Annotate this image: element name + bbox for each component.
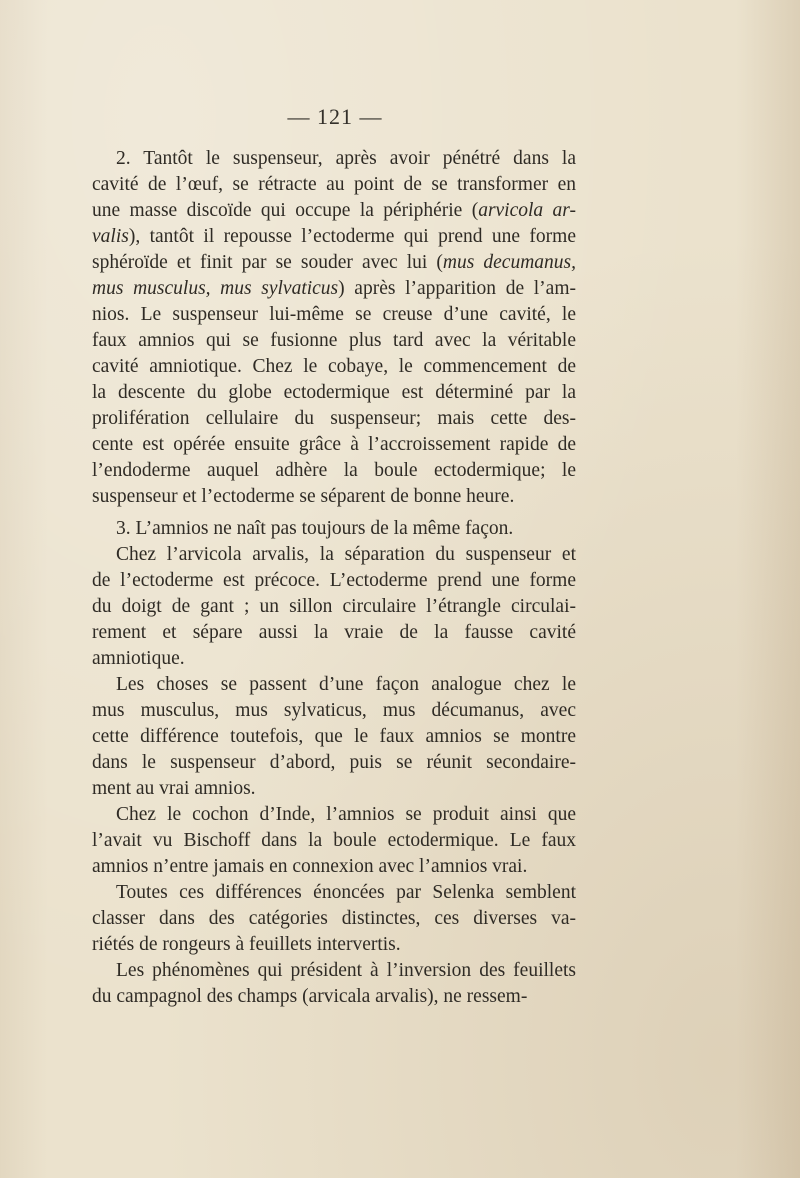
text-line: [92, 516, 576, 542]
text-segment: suspenseur et l’ectoderme se séparent de bonne heure.: [92, 486, 515, 507]
paragraph: [92, 958, 576, 1010]
text-line: [92, 854, 576, 880]
paragraph: [92, 672, 576, 802]
text-segment: rement et sépare aussi la vraie de la fausse cavité: [92, 622, 576, 643]
text-line: [92, 146, 576, 172]
text-line: [92, 276, 576, 302]
text-line: [92, 594, 576, 620]
text-segment: ), tantôt il repousse l’ectoderme qui prend une forme: [128, 226, 576, 247]
text-line: [92, 880, 576, 906]
text-segment: 2. Tantôt le suspenseur, après avoir pénétré dans la: [116, 148, 576, 169]
text-segment: 3. L’amnios ne naît pas toujours de la même façon.: [116, 518, 514, 539]
text-segment: Chez le cochon d’Inde, l’amnios se produit ainsi que: [116, 804, 576, 825]
paragraph: [92, 880, 576, 958]
text-line: [92, 906, 576, 932]
text-line: [92, 646, 576, 672]
text-segment: classer dans des catégories distinctes, ces diverses va-: [92, 908, 576, 929]
text-line: [92, 302, 576, 328]
paragraph: [92, 802, 576, 880]
text-segment: Toutes ces différences énoncées par Selenka semblent: [116, 882, 576, 903]
text-segment: l’endoderme auquel adhère la boule ectodermique; le: [92, 460, 576, 481]
text-line: [92, 672, 576, 698]
italic-text: arvicola ar-: [478, 200, 576, 221]
text-line: [92, 698, 576, 724]
text-line: [92, 750, 576, 776]
body-text: [92, 146, 576, 1010]
text-segment: dans le suspenseur d’abord, puis se réunit secondaire-: [92, 752, 576, 773]
paragraph: [92, 516, 576, 542]
text-segment: riétés de rongeurs à feuillets intervertis.: [92, 934, 401, 955]
text-segment: du campagnol des champs (arvicala arvalis), ne ressem-: [92, 986, 528, 1007]
text-segment: de l’ectoderme est précoce. L’ectoderme prend une forme: [92, 570, 576, 591]
text-line: [92, 406, 576, 432]
text-line: [92, 724, 576, 750]
text-line: [92, 958, 576, 984]
text-segment: cette différence toutefois, que le faux amnios se montre: [92, 726, 576, 747]
text-segment: la descente du globe ectodermique est déterminé par la: [92, 382, 576, 403]
text-segment: cente est opérée ensuite grâce à l’accroissement rapide de: [92, 434, 576, 455]
text-line: [92, 484, 576, 510]
text-line: [92, 224, 576, 250]
page-number: — 121 —: [287, 104, 383, 129]
italic-text: valis: [92, 226, 129, 247]
text-line: [92, 620, 576, 646]
paragraph: [92, 542, 576, 672]
text-segment: Chez l’arvicola arvalis, la séparation du suspenseur et: [116, 544, 576, 565]
text-line: [92, 250, 576, 276]
text-line: [92, 354, 576, 380]
text-segment: nios. Le suspenseur lui-même se creuse d’une cavité, le: [92, 304, 576, 325]
italic-text: mus decumanus,: [442, 252, 576, 273]
text-line: [92, 542, 576, 568]
text-line: [92, 380, 576, 406]
text-segment: Les choses se passent d’une façon analogue chez le: [116, 674, 576, 695]
text-line: [92, 328, 576, 354]
text-segment: du doigt de gant ; un sillon circulaire l’étrangle circulai-: [92, 596, 576, 617]
text-line: [92, 828, 576, 854]
text-line: [92, 932, 576, 958]
text-line: [92, 432, 576, 458]
text-segment: prolifération cellulaire du suspenseur; mais cette des-: [92, 408, 576, 429]
text-segment: amniotique.: [92, 648, 185, 669]
text-line: [92, 802, 576, 828]
text-line: [92, 776, 576, 802]
text-line: [92, 172, 576, 198]
italic-text: mus musculus, mus sylvaticus: [92, 278, 339, 299]
text-segment: sphéroïde et finit par se souder avec lui (: [92, 252, 443, 273]
text-segment: Les phénomènes qui président à l’inversion des feuillets: [116, 960, 576, 981]
text-segment: mus musculus, mus sylvaticus, mus décumanus, avec: [92, 700, 576, 721]
text-segment: cavité amniotique. Chez le cobaye, le commencement de: [92, 356, 576, 377]
text-segment: une masse discoïde qui occupe la périphérie (: [92, 200, 479, 221]
text-line: [92, 198, 576, 224]
text-segment: ment au vrai amnios.: [92, 778, 256, 799]
text-segment: faux amnios qui se fusionne plus tard avec la véritable: [92, 330, 576, 351]
text-line: [92, 458, 576, 484]
text-segment: amnios n’entre jamais en connexion avec l’amnios vrai.: [92, 856, 528, 877]
text-segment: l’avait vu Bischoff dans la boule ectodermique. Le faux: [92, 830, 576, 851]
text-segment: ) après l’apparition de l’am-: [338, 278, 576, 299]
text-line: [92, 984, 576, 1010]
paragraph: [92, 146, 576, 510]
text-segment: cavité de l’œuf, se rétracte au point de se transformer en: [92, 174, 576, 195]
text-line: [92, 568, 576, 594]
